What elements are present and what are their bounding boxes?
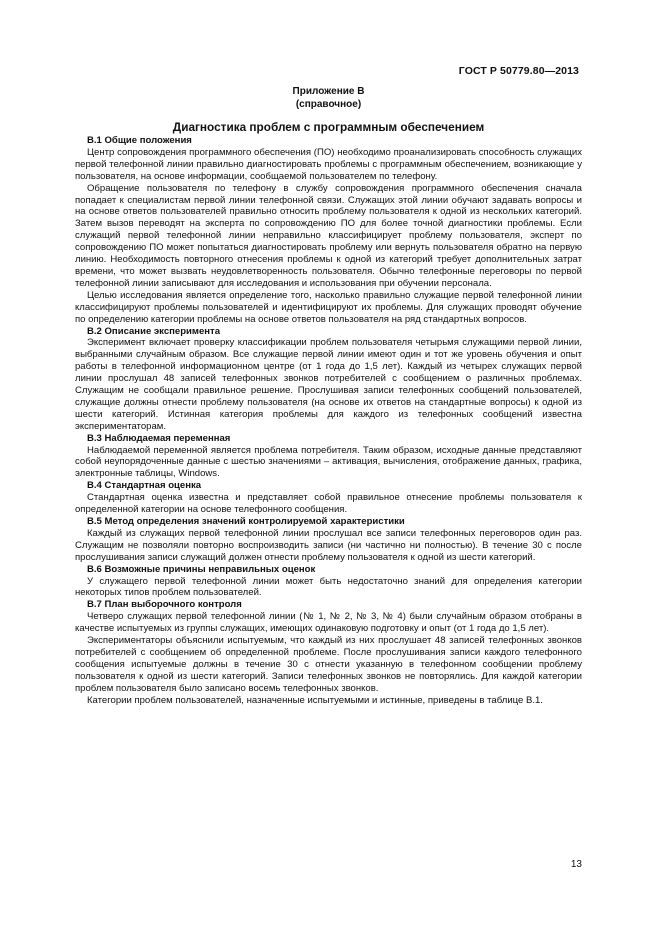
paragraph: Центр сопровождения программного обеспечения (ПО) необходимо проанализировать способность служащих первой телефонной линии правильно диагностировать проблемы с программным обеспечением, возникающие у пользователя, на основе информации, сообщаемой пользователем по телефону. (75, 146, 582, 182)
section-error-causes (75, 564, 582, 600)
section-heading: В.4 Стандартная оценка (87, 480, 202, 492)
section-heading: В.3 Наблюдаемая переменная (87, 432, 231, 444)
section-heading: В.1 Общие положения (87, 135, 192, 146)
page-number: 13 (570, 859, 582, 870)
paragraph: Целью исследования является определение того, насколько правильно служащие первой телефонной линии классифицируют проблемы пользователей и идентифицируют их проблемы. Для служащих проводят обучение по определению категории проблемы на основе ответов пользователя на ряд стандартных вопросов. (75, 289, 582, 325)
page-content (75, 86, 582, 707)
paragraph: Четверо служащих первой телефонной линии (№ 1, № 2, № 3, № 4) были случайным образом отобраны в качестве испытуемых из группы служащих, имеющих одинаковую подготовку и опыт (от 1 года до 1,5 лет). (75, 611, 582, 635)
paragraph: Эксперимент включает проверку классификации проблем пользователя четырьмя служащими первой линии, выбранными случайным образом. Все служащие первой линии имеют один и тот же уровень обучения и опыт работы в телефонной информационном центре (от 1 года до 1,5 лет). Каждый из четырех служащих первой линии прослушал 48 записей телефонных звонков потребителей с сообщением о различных проблемах. Служащим не сообщали правильное решение. Прослушивая записи телефонных сообщений пользователей, служащие должны отнести проблему пользователя (на основе их ответов на стандартные вопросы) к одной из шести категорий. Истинная категория проблемы для каждого из телефонных сообщений известна экспериментаторам. (75, 337, 582, 432)
paragraph: У служащего первой телефонной линии может быть недостаточно знаний для определения категории некоторых типов проблем пользователей. (75, 575, 582, 599)
standard-header: ГОСТ Р 50779.80—2013 (458, 65, 579, 77)
section-heading: В.7 План выборочного контроля (87, 599, 242, 611)
section-measurement-method (75, 516, 582, 564)
paragraph: Стандартная оценка известна и представляет собой правильное отнесение проблемы пользователя к определенной категории на основе телефонного сообщения. (75, 492, 582, 516)
section-experiment-description (75, 326, 582, 433)
paragraph: Обращение пользователя по телефону в службу сопровождения программного обеспечения сначала попадает к специалистам первой линии телефонной связи. Служащих этой линии обучают задавать вопросы и на основе ответов пользователей правильно относить проблему пользователя к одной из нескольких категорий. Затем вызов переводят на эксперта по сопровождению ПО для более точной диагностики проблемы. Если служащий первой телефонной линии неправильно классифицирует проблему пользователя, эксперт по сопровождению ПО может попытаться диагностировать проблему или вернуть пользователя обратно на первую линию. Необходимость повторного отнесения проблемы к одной из категорий требует дополнительных затрат времени, что может вызвать неудовлетворенность пользователя. Обычно телефонные переговоры по первой телефонной линии записывают для исследования и использования при обучении персонала. (75, 182, 582, 289)
section-heading: В.5 Метод определения значений контролируемой характеристики (87, 516, 405, 527)
paragraph: Наблюдаемой переменной является проблема потребителя. Таким образом, исходные данные представляют собой неупорядоченные данные с шестью значениями – активация, вычисления, отображение данных, графика, электронные таблицы, Windows. (75, 444, 582, 480)
section-standard-estimate (75, 480, 582, 516)
section-heading: В.2 Описание эксперимента (87, 325, 221, 337)
appendix-label: Приложение В (292, 86, 365, 97)
paragraph: Экспериментаторы объяснили испытуемым, что каждый из них прослушает 48 записей телефонных звонков потребителей с сообщением об определенной проблеме. После прослушивания записи каждого телефонного сообщения испытуемые должны в течение 30 с отнести указанную в телефонном сообщении проблему пользователя к одной из шести категорий. Записи телефонных звонков не повторялись. Для каждой категории проблем пользователя было записано восемь телефонных звонков. (75, 635, 582, 694)
paragraph: Категории проблем пользователей, назначенные испытуемыми и истинные, приведены в таблице В.1. (87, 694, 543, 706)
appendix-title: Диагностика проблем с программным обеспечением (172, 120, 485, 134)
section-sampling-plan (75, 599, 582, 706)
appendix-type: (справочное) (295, 98, 362, 110)
section-general (75, 135, 582, 326)
paragraph: Каждый из служащих первой телефонной линии прослушал все записи телефонных переговоров один раз. Служащим не позволяли повторно воспроизводить записи (ни частично ни полностью). В течение 30 с после прослушивания записи служащий должен отнести проблему пользователя к одной из шести категорий. (75, 527, 582, 563)
section-observed-variable (75, 433, 582, 481)
section-heading: В.6 Возможные причины неправильных оценок (87, 563, 316, 575)
